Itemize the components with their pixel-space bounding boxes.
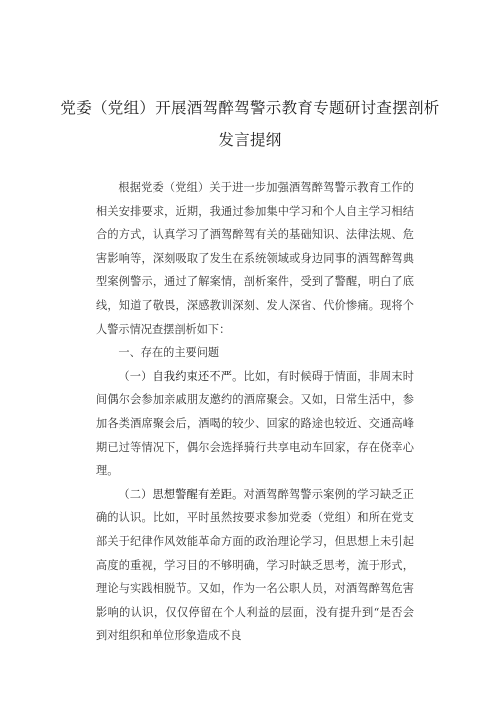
intro-paragraph: 根据党委（党组）关于进一步加强酒驾醉驾警示教育工作的相关安排要求，近期，我通过参加集中学习和个人自主学习相结合的方式，认真学习了酒驾醉驾有关的基础知识、法律法规、危害影响等，深刻吸取了发生在系统领域或身边同事的酒驾醉驾典型案例警示，通过了解案情，剖析案件，受到了警醒，明白了底线，知道了敬畏，深感教训深刻、发人深省、代价惨痛。现将个人警示情况查摆剖析如下： xyxy=(96,181,414,336)
document-title: 党委（党组）开展酒驾醉驾警示教育专题研讨查摆剖析 xyxy=(60,99,440,117)
problem-2-text: 对酒驾醉驾警示案例的学习缺乏正确的认识。比如，平时虽然按要求参加党委（党组）和所在党支部关于纪律作风效能革命方面的政治理论学习，但思想上未引起高度的重视，学习目的不够明确，学习时缺乏思考，流于形式，理论与实践相脱节。又如，作为一名公职人员，对酒驾醉驾危害影响的认识，仅仅停留在个人利益的层面，没有提升到“是否会到对组织和单位形象造成不良 xyxy=(96,487,414,643)
problem-paragraph-2 xyxy=(96,483,414,648)
problem-paragraph-1 xyxy=(96,365,414,483)
document-subtitle: 发言提纲 xyxy=(218,131,282,149)
document-body xyxy=(96,176,414,648)
problem-2-lead: （二）思想警醒有差距。 xyxy=(118,487,244,501)
problem-1-lead: （一）自我约束还不严。 xyxy=(118,369,244,383)
section-heading: 一、存在的主要问题 xyxy=(118,346,220,360)
problem-1-text: 比如，有时候碍于情面，非周末时间偶尔会参加亲戚朋友邀约的酒席聚会。又如，日常生活中，参加各类酒席聚会后，酒喝的较少、回家的路途也较近、交通高峰期已过等情况下，偶尔会选择骑行共享电动车回家，存在侥幸心理。 xyxy=(96,369,414,478)
